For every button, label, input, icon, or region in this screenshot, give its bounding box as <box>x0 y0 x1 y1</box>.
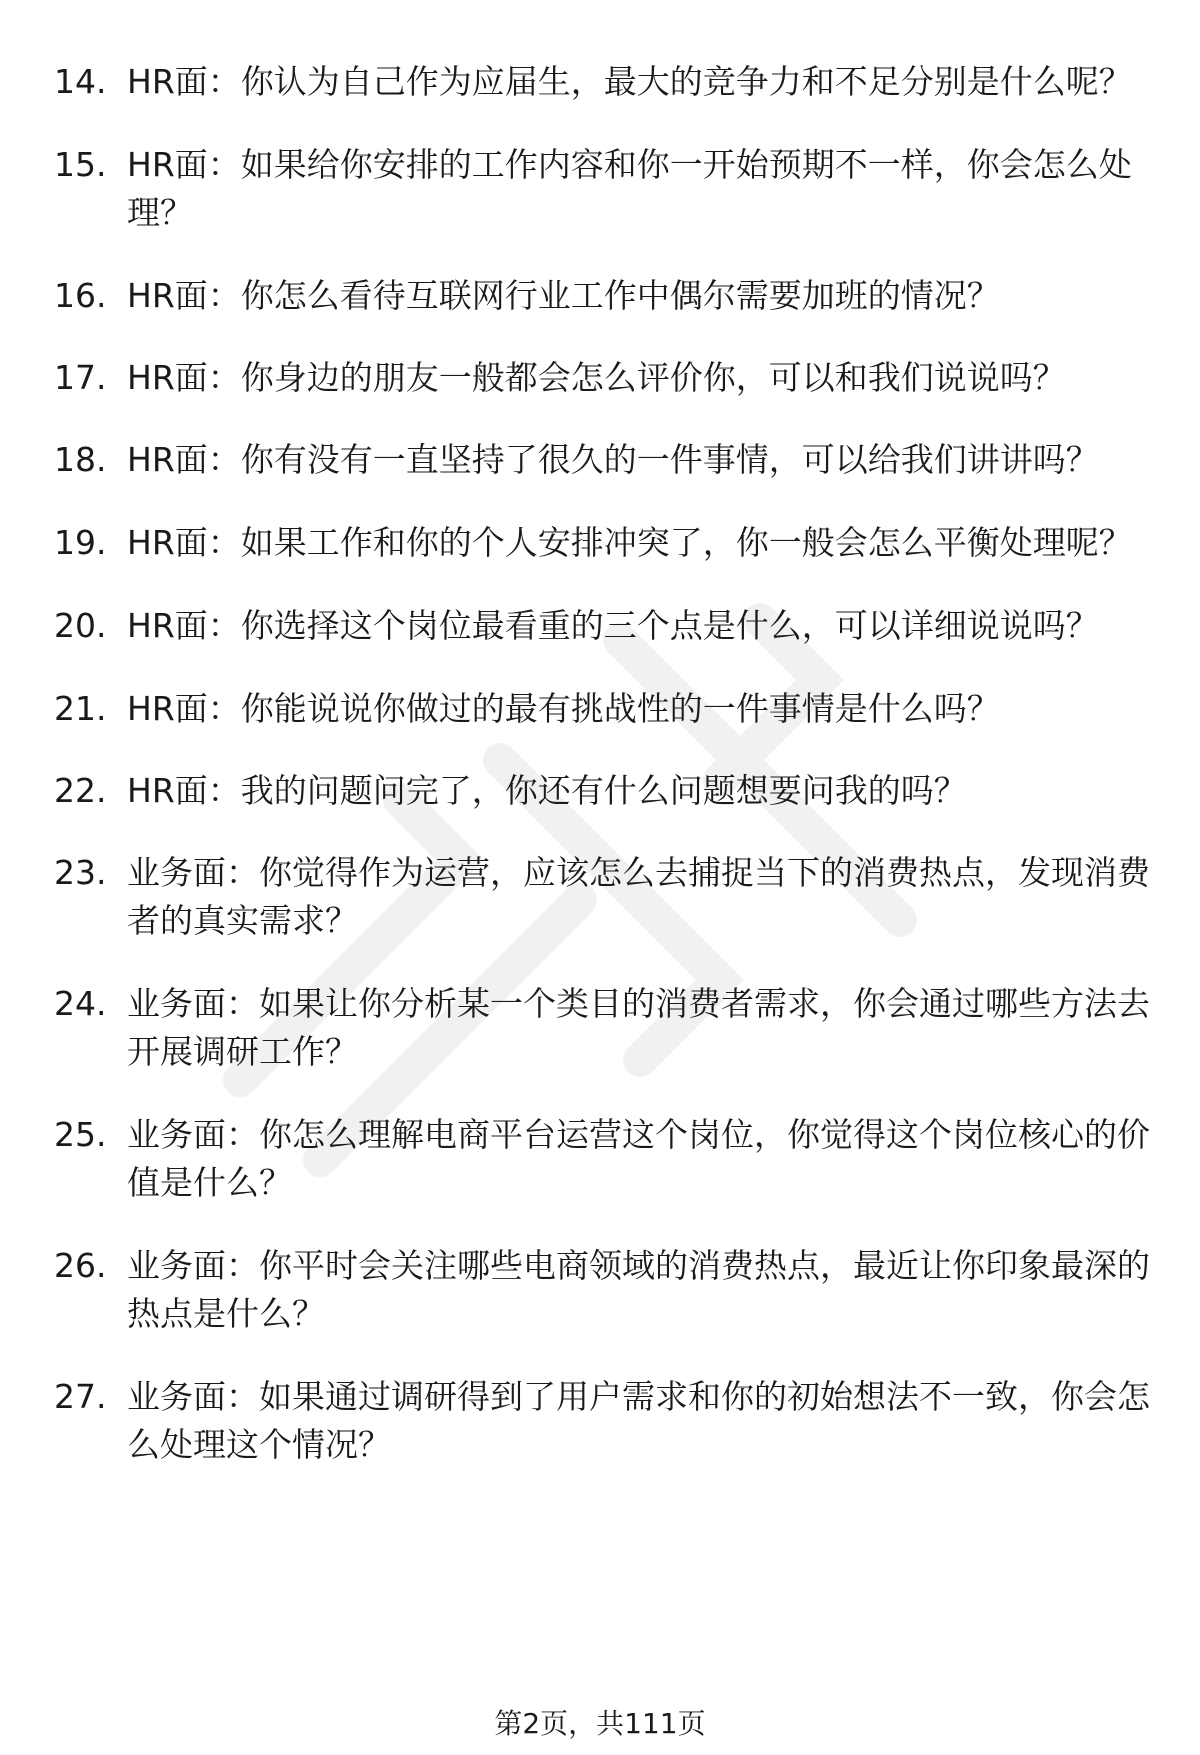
list-item <box>54 685 1164 733</box>
question-number: 26. <box>54 1246 107 1285</box>
question-text: HR面：你认为自己作为应届生，最大的竞争力和不足分别是什么呢？ <box>127 62 1132 101</box>
question-text: HR面：如果工作和你的个人安排冲突了，你一般会怎么平衡处理呢？ <box>127 523 1132 562</box>
question-text: HR面：你选择这个岗位最看重的三个点是什么，可以详细说说吗？ <box>127 606 1099 645</box>
question-number: 16. <box>54 276 107 315</box>
question-number: 14. <box>54 62 107 101</box>
question-number: 27. <box>54 1377 107 1416</box>
page-footer <box>0 1706 1200 1742</box>
question-text: HR面：你怎么看待互联网行业工作中偶尔需要加班的情况？ <box>127 276 1000 315</box>
list-item <box>54 602 1164 650</box>
question-text: 业务面：你怎么理解电商平台运营这个岗位，你觉得这个岗位核心的价值是什么？ <box>127 1115 1150 1202</box>
question-text: 业务面：如果让你分析某一个类目的消费者需求，你会通过哪些方法去开展调研工作？ <box>127 984 1150 1071</box>
list-item <box>54 354 1164 402</box>
question-text: HR面：我的问题问完了，你还有什么问题想要问我的吗？ <box>127 771 967 810</box>
list-item <box>54 1373 1164 1469</box>
question-number: 22. <box>54 771 107 810</box>
question-number: 17. <box>54 358 107 397</box>
list-item <box>54 141 1164 237</box>
list-item <box>54 980 1164 1076</box>
page-number-label: 第2页，共111页 <box>494 1707 706 1740</box>
question-number: 15. <box>54 145 107 184</box>
list-item <box>54 1111 1164 1207</box>
list-item <box>54 58 1164 106</box>
question-text: HR面：你能说说你做过的最有挑战性的一件事情是什么吗？ <box>127 689 1000 728</box>
list-item <box>54 436 1164 484</box>
question-text: 业务面：如果通过调研得到了用户需求和你的初始想法不一致，你会怎么处理这个情况？ <box>127 1377 1150 1464</box>
question-number: 24. <box>54 984 107 1023</box>
question-number: 21. <box>54 689 107 728</box>
question-list <box>54 58 1164 1504</box>
list-item <box>54 1242 1164 1338</box>
list-item <box>54 519 1164 567</box>
list-item <box>54 849 1164 945</box>
question-number: 19. <box>54 523 107 562</box>
list-item <box>54 767 1164 815</box>
question-text: HR面：你有没有一直坚持了很久的一件事情，可以给我们讲讲吗？ <box>127 440 1099 479</box>
question-text: HR面：你身边的朋友一般都会怎么评价你，可以和我们说说吗？ <box>127 358 1066 397</box>
question-text: 业务面：你平时会关注哪些电商领域的消费热点，最近让你印象最深的热点是什么？ <box>127 1246 1150 1333</box>
question-number: 18. <box>54 440 107 479</box>
question-text: HR面：如果给你安排的工作内容和你一开始预期不一样，你会怎么处理？ <box>127 145 1132 232</box>
question-number: 23. <box>54 853 107 892</box>
list-item <box>54 272 1164 320</box>
question-number: 20. <box>54 606 107 645</box>
question-text: 业务面：你觉得作为运营，应该怎么去捕捉当下的消费热点，发现消费者的真实需求？ <box>127 853 1150 940</box>
question-number: 25. <box>54 1115 107 1154</box>
